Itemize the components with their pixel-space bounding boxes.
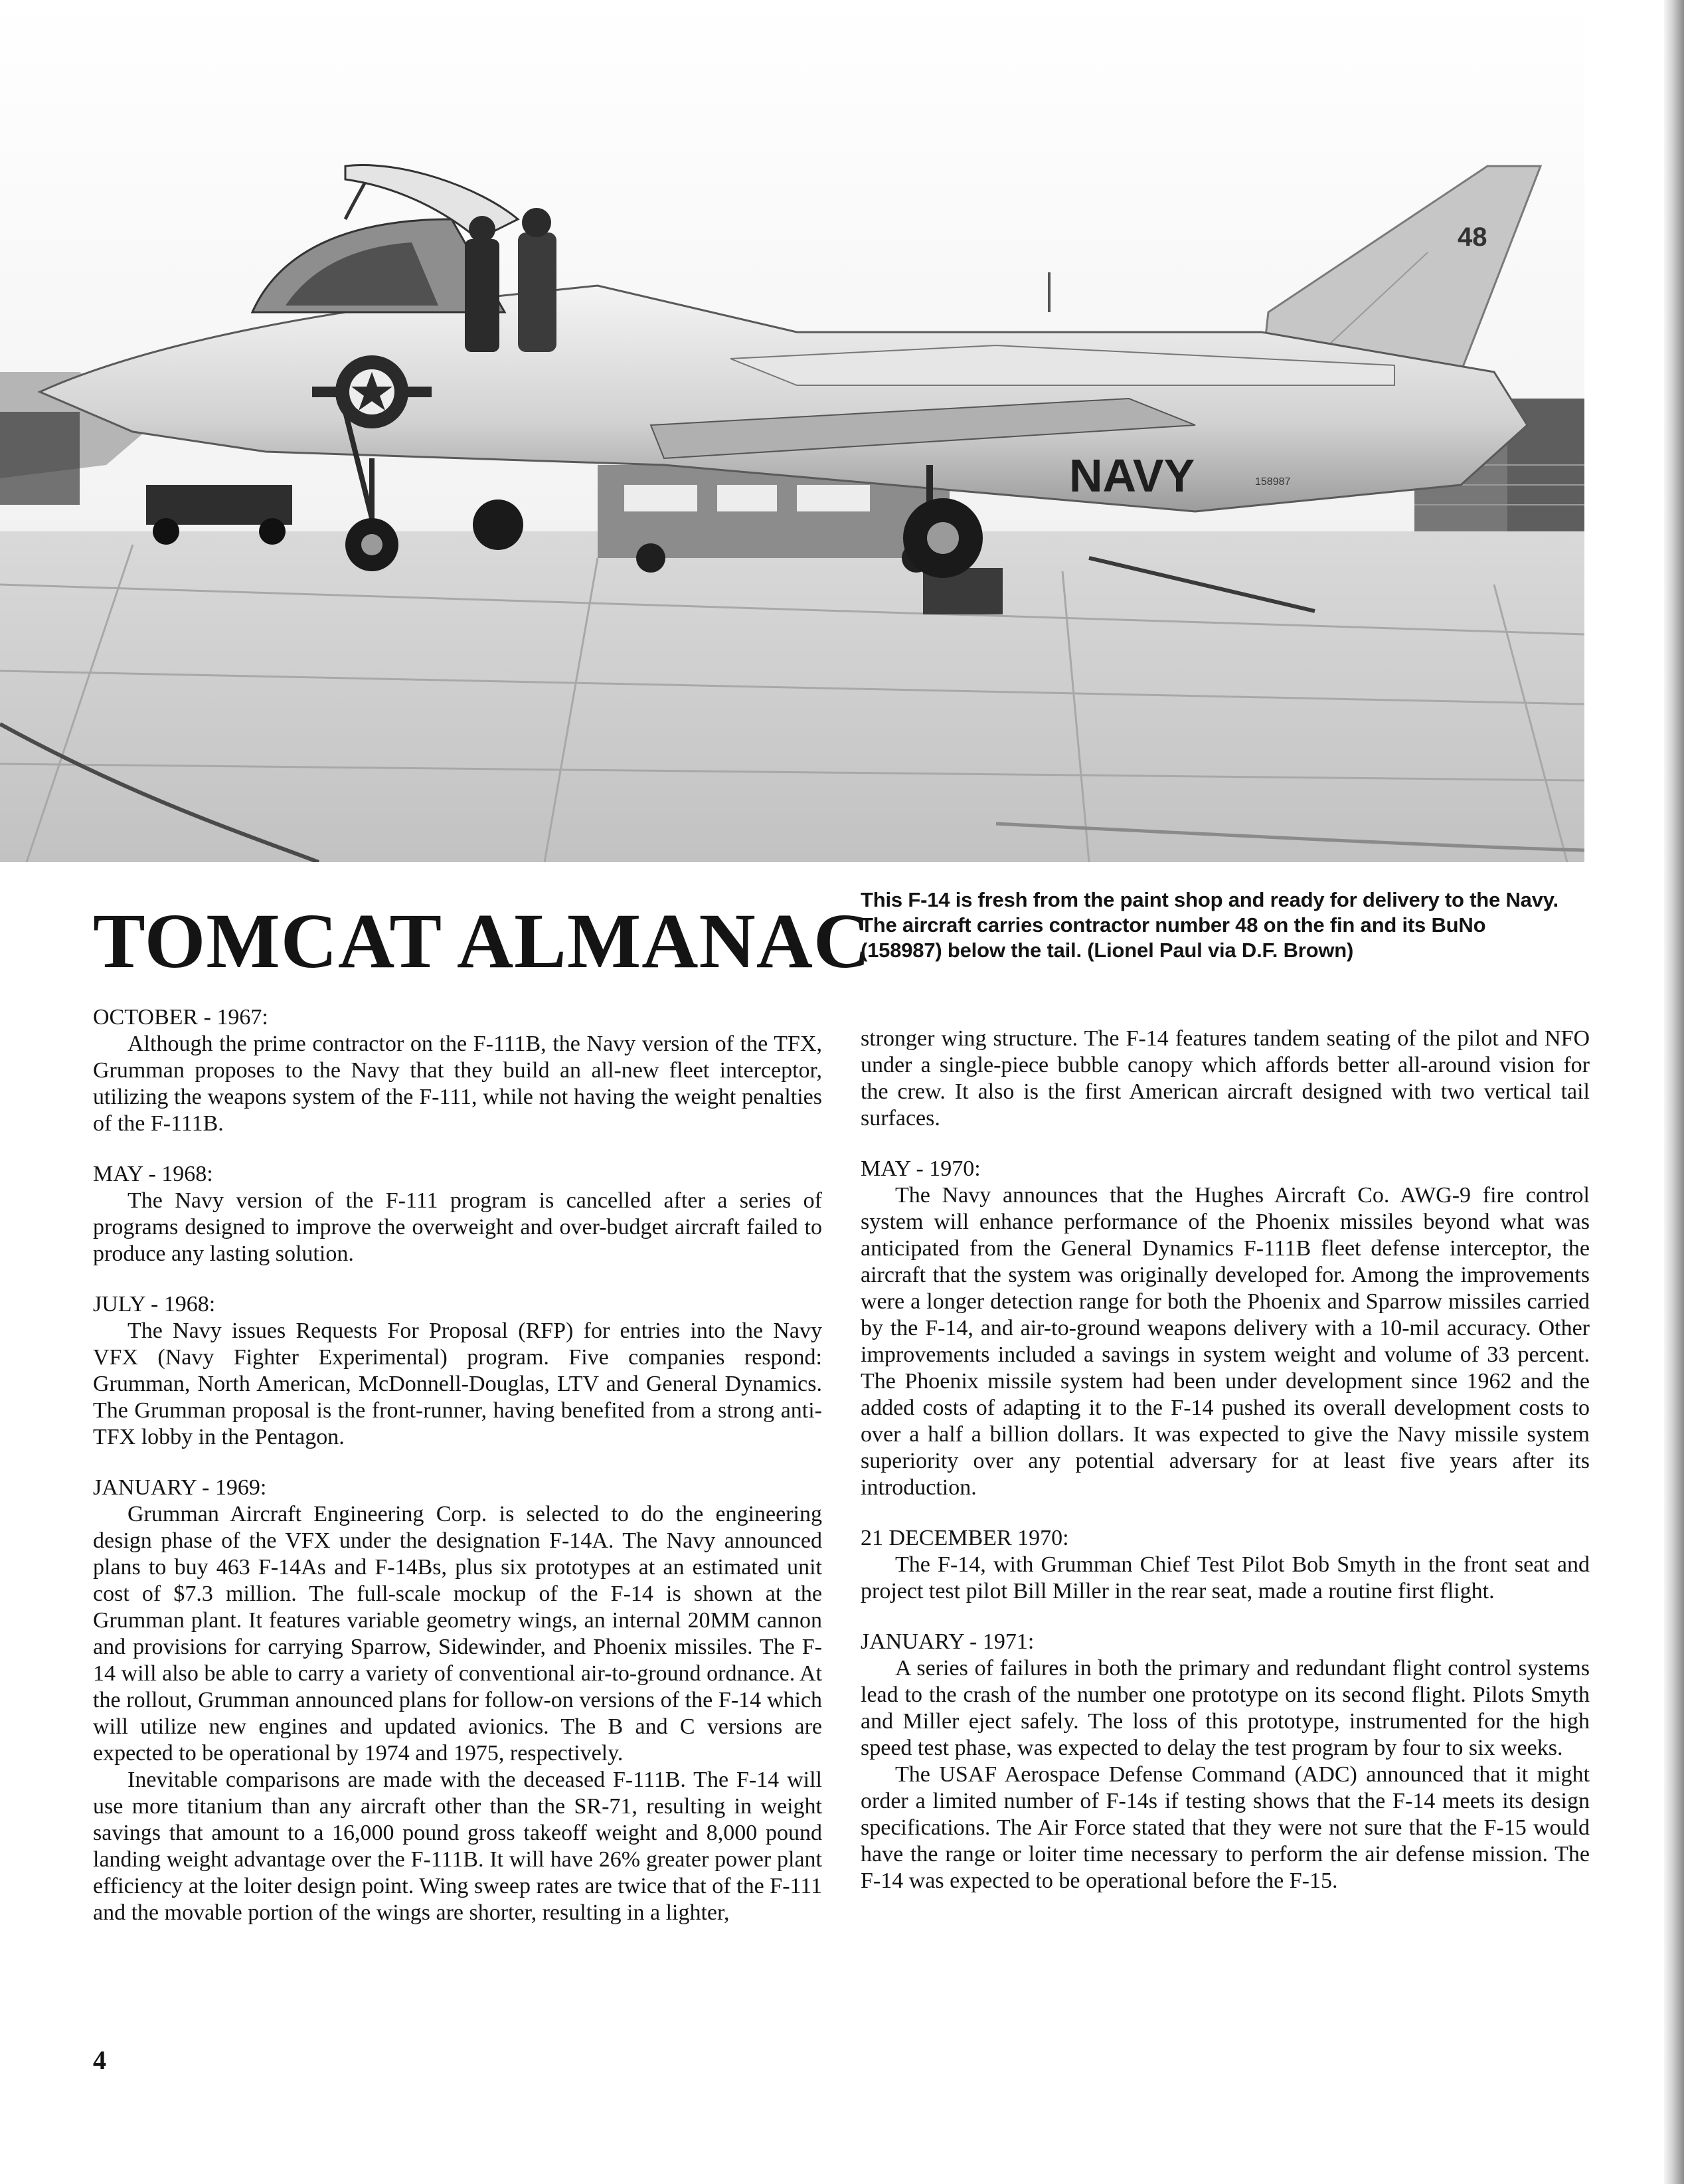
photo-caption: This F-14 is fresh from the paint shop and ready for delivery to the Navy. The aircraft carries contractor number 48 on the fin and its BuNo (158987) below the tail. (Lionel Paul via D.F. Brown)	[861, 888, 1558, 962]
entry-paragraph: The F-14, with Grumman Chief Test Pilot Bob Smyth in the front seat and project test pilot Bill Miller in the rear seat, made a routine first flight.	[861, 1552, 1590, 1603]
entry-paragraph: The Navy issues Requests For Proposal (RFP) for entries into the Navy VFX (Navy Fighter Experimental) program. Five companies respond: Grumman, North American, McDonnell-Douglas, LTV and General Dynamics. The Grumman proposal is the front-runner, having benefited from a strong anti-TFX lobby in the Pentagon.	[93, 1319, 822, 1449]
left-column	[93, 1004, 822, 1950]
entry-paragraph: Inevitable comparisons are made with the deceased F-111B. The F-14 will use more titanium than any aircraft other than the SR-71, resulting in weight savings that amount to a 16,000 pound gross takeoff weight and 8,000 pound landing weight advantage over the F-111B. It will have 26% greater power plant efficiency at the loiter design point. Wing sweep rates are twice that of the F-111 and the movable portion of the wings are shorter, resulting in a lighter,	[93, 1768, 822, 1925]
entry-paragraph: The USAF Aerospace Defense Command (ADC) announced that it might order a limited number of F-14s if testing shows that the F-14 meets its design specifications. The Air Force stated that they were not sure that the F-15 would have the range or loiter time necessary to perform the air defense mission. The F-14 was expected to be operational before the F-15.	[861, 1762, 1590, 1893]
entry-paragraph: The Navy version of the F-111 program is cancelled after a series of programs designed to improve the overweight and over-budget aircraft failed to produce any lasting solution.	[93, 1188, 822, 1266]
page-title: TOMCAT ALMANAC	[93, 897, 871, 984]
photo-navy-marking: NAVY	[1069, 450, 1195, 501]
entry-date: 21 DECEMBER 1970:	[861, 1526, 1069, 1550]
entry-date: JULY - 1968:	[93, 1292, 216, 1317]
almanac-entry-21-dec-1970	[861, 1525, 1590, 1605]
entry-date: OCTOBER - 1967:	[93, 1005, 268, 1030]
almanac-entry-jan-1971	[861, 1629, 1590, 1894]
almanac-entry-may-1968	[93, 1161, 822, 1267]
entry-paragraph: Grumman Aircraft Engineering Corp. is selected to do the engineering design phase of the VFX under the designation F-14A. The Navy announced plans to buy 463 F-14As and F-14Bs, plus six prototypes at an estimated unit cost of $7.3 million. The full-scale mockup of the F-14 is shown at the Grumman plant. It features variable geometry wings, an internal 20MM cannon and provisions for carrying Sparrow, Sidewinder, and Phoenix missiles. The F-14 will also be able to carry a variety of conventional air-to-ground ordnance. At the rollout, Grumman announced plans for follow-on versions of the F-14 which will utilize new engines and updated avionics. The B and C versions are expected to be operational by 1974 and 1975, respectively.	[93, 1502, 822, 1766]
entry-date: MAY - 1968:	[93, 1162, 213, 1186]
entry-paragraph-continued: stronger wing structure. The F-14 features tandem seating of the pilot and NFO under a single-piece bubble canopy which affords better all-around vision for the crew. It also is the first American aircraft designed with two vertical tail surfaces.	[861, 1026, 1590, 1131]
page-edge-shadow	[1664, 0, 1684, 2184]
f14-photo	[0, 0, 1584, 862]
right-column	[861, 1026, 1590, 1918]
photo-buno-marking: 158987	[1255, 476, 1291, 488]
photo-tail-number: 48	[1458, 223, 1487, 252]
almanac-entry-oct-1967	[93, 1004, 822, 1137]
entry-date: JANUARY - 1971:	[861, 1629, 1035, 1654]
entry-paragraph: A series of failures in both the primary and redundant flight control systems lead to the crash of the number one prototype on its second flight. Pilots Smyth and Miller eject safely. The loss of this prototype, instrumented for the high speed test phase, was expected to delay the test program by four to six weeks.	[861, 1656, 1590, 1760]
entry-date: JANUARY - 1969:	[93, 1475, 267, 1500]
entry-paragraph: The Navy announces that the Hughes Aircraft Co. AWG-9 fire control system will enhance performance of the Phoenix missiles beyond what was anticipated from the General Dynamics F-111B fleet defense interceptor, the aircraft that the system was originally developed for. Among the improvements were a longer detection range for both the Phoenix and Sparrow missiles carried by the F-14, and air-to-ground weapons delivery with a 10-mil accuracy. Other improvements included a savings in system weight and volume of 33 percent. The Phoenix missile system had been under development since 1962 and the added costs of adapting it to the F-14 pushed its overall development costs to over a half a billion dollars. It was expected to give the Navy missile system superiority over any potential adversary for at least five years after its introduction.	[861, 1183, 1590, 1500]
entry-date: MAY - 1970:	[861, 1156, 981, 1181]
almanac-entry-may-1970	[861, 1156, 1590, 1501]
almanac-entry-jan-1969	[93, 1475, 822, 1926]
page-number: 4	[93, 2045, 106, 2075]
almanac-entry-continued	[861, 1026, 1590, 1132]
entry-paragraph: Although the prime contractor on the F-111B, the Navy version of the TFX, Grumman proposes to the Navy that they build an all-new fleet interceptor, utilizing the weapons system of the F-111, while not having the weight penalties of the F-111B.	[93, 1032, 822, 1136]
almanac-entry-jul-1968	[93, 1291, 822, 1451]
